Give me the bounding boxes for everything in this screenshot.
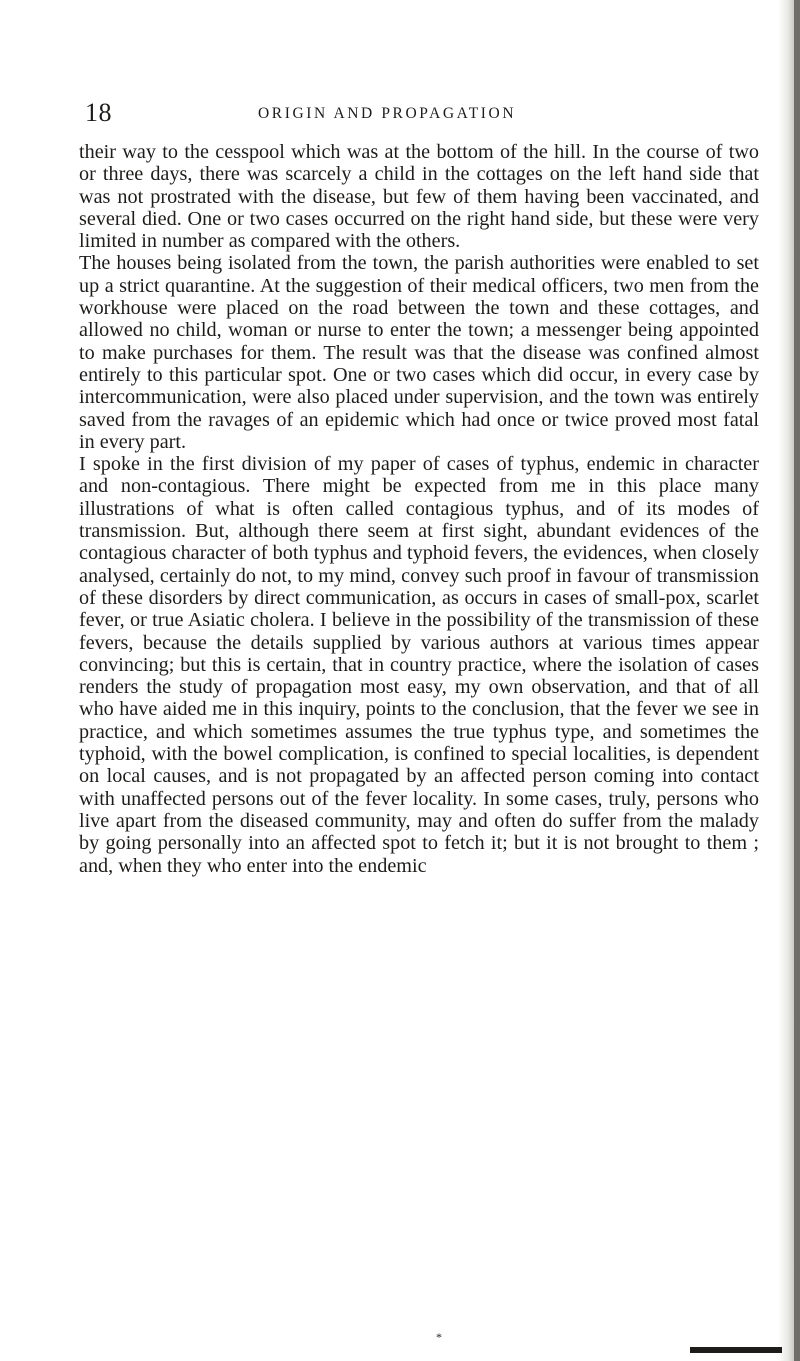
paragraph-1: their way to the cesspool which was at the bottom of the hill. In the course of two or three days, there was scarcely a child in the cottages on the left hand side that was not prostrated with the disease, but few of them having been vaccinated, and several died. One or two cases occurred on the right hand side, but these were very limited in number as compared with the others. [79, 141, 759, 253]
page-binding-shadow [794, 0, 800, 1361]
page-number: 18 [85, 98, 112, 127]
running-title: ORIGIN AND PROPAGATION [258, 105, 517, 122]
body-text [79, 141, 759, 877]
signature-mark: * [436, 1330, 442, 1344]
paragraph-2: The houses being isolated from the town, the parish authorities were enabled to set up a strict quarantine. At the suggestion of their medical officers, two men from the workhouse were placed on the road between the town and these cottages, and allowed no child, woman or nurse to enter the town; a messenger being appointed to make purchases for them. The result was that the disease was confined almost entirely to this particular spot. One or two cases which did occur, in every case by intercommunication, were also placed under supervision, and the town was entirely saved from the ravages of an epidemic which had once or twice proved most fatal in every part. [79, 252, 759, 453]
bottom-edge-rule [690, 1347, 782, 1353]
paragraph-3: I spoke in the first division of my paper of cases of typhus, endemic in character and non-contagious. There might be expected from me in this place many illustrations of what is often called contagious typhus, and of its modes of transmission. But, although there seem at first sight, abundant evidences of the contagious character of both typhus and typhoid fevers, the evidences, when closely analysed, certainly do not, to my mind, convey such proof in favour of transmission of these disorders by direct communication, as occurs in cases of small-pox, scarlet fever, or true Asiatic cholera. I believe in the possibility of the transmission of these fevers, because the details supplied by various authors at various times appear convincing; but this is certain, that in country practice, where the isolation of cases renders the study of propagation most easy, my own observation, and that of all who have aided me in this inquiry, points to the conclusion, that the fever we see in practice, and which sometimes assumes the true typhus type, and sometimes the typhoid, with the bowel complication, is confined to special localities, is dependent on local causes, and is not propagated by an affected person coming into contact with unaffected persons out of the fever locality. In some cases, truly, persons who live apart from the diseased community, may and often do suffer from the malady by going personally into an affected spot to fetch it; but it is not brought to them ; and, when they who enter into the endemic [79, 453, 759, 877]
